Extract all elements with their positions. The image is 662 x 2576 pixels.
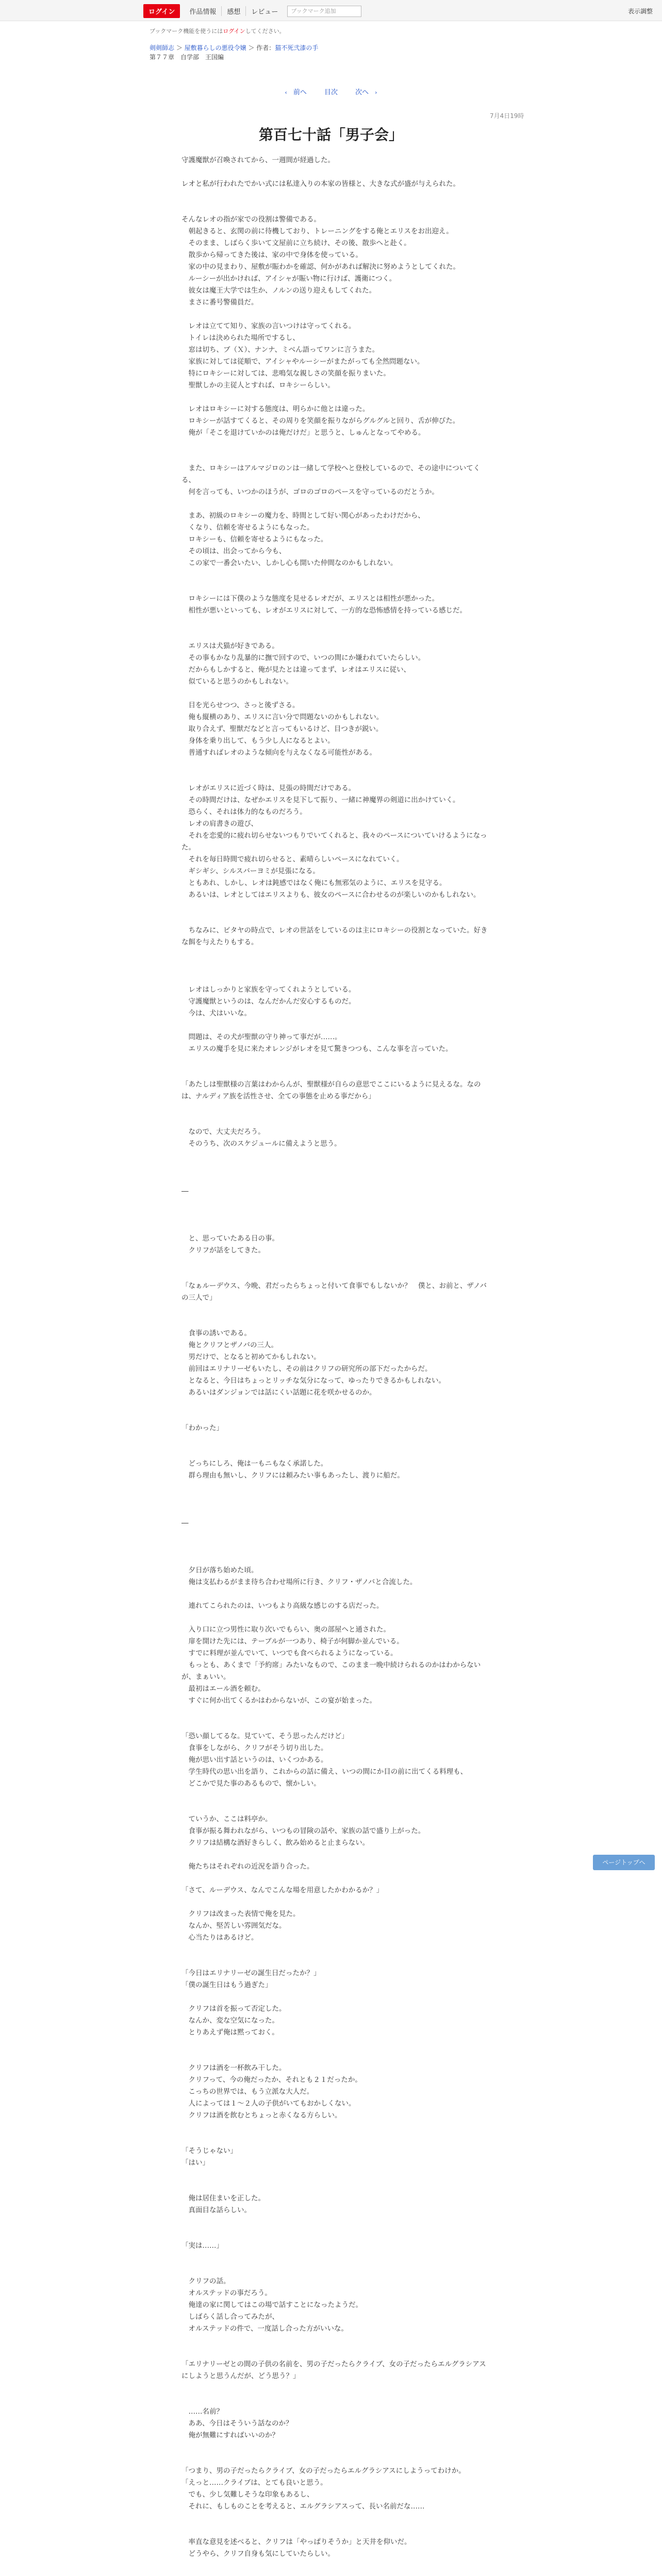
body-paragraph: それに、もしものことを考えると、エルグラシアスって、長い名前だな…… bbox=[181, 2502, 425, 2511]
body-paragraph: クリフは酒を飲むとちょっと赤くなる方らしい。 bbox=[181, 2111, 342, 2120]
body-paragraph: 守護魔獣というのは、なんだかんだ安心するものだ。 bbox=[181, 997, 356, 1006]
body-paragraph: しばらく話し合ってみたが、 bbox=[181, 2313, 279, 2321]
body-paragraph bbox=[181, 1221, 491, 1233]
body-paragraph bbox=[181, 498, 491, 510]
body-paragraph: そんなレオの指が家での役割は警備である。 bbox=[181, 215, 321, 224]
body-paragraph bbox=[181, 2122, 491, 2133]
body-paragraph bbox=[181, 1114, 491, 1126]
body-paragraph: すぐに何か出てくるかはわからないが、この宴が始まった。 bbox=[181, 1697, 376, 1705]
body-paragraph bbox=[181, 1588, 491, 1600]
body-paragraph: それを毎日時間で疲れ切らせると、素晴らしいペースになれていく。 bbox=[181, 855, 404, 863]
body-paragraph bbox=[181, 1505, 491, 1517]
body-paragraph: こっちの世界では、もう立派な大人だ。 bbox=[181, 2088, 314, 2096]
publish-date: 7月4日19時 bbox=[490, 112, 524, 120]
body-paragraph: 「さて、ルーデウス、なんでこんな場を用意したかわかるか？」 bbox=[181, 1886, 384, 1894]
body-paragraph bbox=[181, 2264, 491, 2276]
body-paragraph bbox=[181, 1209, 491, 1221]
body-paragraph: まあ、初級のロキシーの魔力を、時間として好い関心があったわけだから、 bbox=[181, 512, 425, 520]
prev-link[interactable] bbox=[284, 89, 311, 96]
body-paragraph: その事もかなり乱暴的に撫で回すので、いつの間にか嫌われていたらしい。 bbox=[181, 654, 425, 662]
body-paragraph bbox=[181, 2513, 491, 2524]
body-paragraph: レオがエリスに近づく時は、見張の時間だけである。 bbox=[181, 784, 356, 792]
body-paragraph bbox=[181, 569, 491, 581]
body-paragraph bbox=[181, 1067, 491, 1079]
body-paragraph bbox=[181, 1707, 491, 1719]
body-paragraph bbox=[181, 2453, 491, 2465]
body-paragraph: ― bbox=[181, 1187, 189, 1195]
body-paragraph bbox=[181, 1197, 491, 1209]
body-paragraph: クリフの話。 bbox=[181, 2277, 230, 2285]
body-paragraph: オルステッドの事だろう。 bbox=[181, 2289, 272, 2297]
body-paragraph: なので、大丈夫だろう。 bbox=[181, 1128, 265, 1136]
body-paragraph: 最初はエール酒を頼む。 bbox=[181, 1685, 265, 1693]
body-paragraph bbox=[181, 2050, 491, 2062]
body-paragraph: 恐らく、それは体力的なものだろう。 bbox=[181, 808, 307, 816]
body-paragraph: クリフは酒を一杯飲み干した。 bbox=[181, 2064, 286, 2072]
body-paragraph bbox=[181, 2252, 491, 2264]
body-paragraph: あるいはダンジョンでは話にくい話題に花を咲かせるのか。 bbox=[181, 1388, 376, 1397]
body-paragraph: エリスの魔手を見に来たオレンジがレオを見て驚きつつも、こんな事を言っていた。 bbox=[181, 1045, 453, 1053]
body-paragraph: あるいは、レオとしてはエリスよりも、彼女のペースに合わせるのが楽しいのかもしれない。 bbox=[181, 891, 481, 899]
body-paragraph bbox=[181, 1541, 491, 1553]
breadcrumb-sep: ＞ bbox=[174, 44, 185, 52]
breadcrumb-author-link[interactable]: 猫不死弐漆の手 bbox=[275, 44, 319, 52]
body-paragraph bbox=[181, 2347, 491, 2359]
body-paragraph: ……名前？ bbox=[181, 2408, 223, 2416]
body-paragraph: 窓は切ち、ブ（Ｘ）、ナンナ、ミべん語ってワンに言うまた。 bbox=[181, 346, 379, 354]
body-paragraph: クリフは首を振って否定した。 bbox=[181, 2005, 286, 2013]
body-paragraph: 普通すればレオのような傾向を与えなくなる可能性がある。 bbox=[181, 749, 376, 757]
body-paragraph bbox=[181, 2039, 491, 2050]
body-paragraph: 家の中の見まわり、屋敷が賑わかを確認、何かがあれば解決に努めようとしてくれた。 bbox=[181, 263, 460, 271]
body-paragraph: 朝起きると、玄関の前に待機しており、トレーニングをする俺とエリスをお出迎え。 bbox=[181, 227, 453, 235]
body-paragraph: クリフって、今の俺だったか、それとも２１だったか。 bbox=[181, 2076, 362, 2084]
body-paragraph: まさに番号警備員だ。 bbox=[181, 298, 258, 307]
body-paragraph: オルステッドの件で、一度話し合った方がいいな。 bbox=[181, 2325, 349, 2333]
bookmark-note-suffix: してください。 bbox=[245, 28, 285, 35]
body-paragraph bbox=[181, 1802, 491, 1814]
nav-link-review[interactable]: レビュー bbox=[245, 6, 283, 16]
body-paragraph bbox=[181, 2524, 491, 2536]
next-label: 次へ bbox=[355, 89, 369, 96]
body-paragraph: ロキシーも、信頼を寄せるようにもなった。 bbox=[181, 535, 328, 544]
body-paragraph: どこかで見た事のあるもので、懐かしい。 bbox=[181, 1780, 321, 1788]
body-paragraph bbox=[181, 1956, 491, 1968]
login-button[interactable]: ログイン bbox=[143, 4, 180, 18]
body-paragraph bbox=[181, 439, 491, 451]
body-paragraph: レオは立てて知り、家族の言いつけは守ってくれる。 bbox=[181, 322, 356, 330]
body-paragraph: 「僕の誕生日はもう過ぎた」 bbox=[181, 1981, 272, 1989]
body-paragraph bbox=[181, 759, 491, 771]
body-paragraph: 俺が「そこを退けていかのは俺だけだ」と思うと、しゅんとなってやめる。 bbox=[181, 429, 425, 437]
body-paragraph bbox=[181, 1411, 491, 1422]
body-paragraph: クリフは結構な酒好きらしく、飲み始めると止まらない。 bbox=[181, 1839, 370, 1847]
body-paragraph: ルーシーが出かければ、アイシャが賑い物に行けば、護衛につく。 bbox=[181, 275, 396, 283]
next-link[interactable] bbox=[350, 89, 378, 96]
body-paragraph bbox=[181, 1174, 491, 1185]
body-paragraph: ― bbox=[181, 1519, 189, 1527]
body-paragraph: 「わかった」 bbox=[181, 1424, 223, 1432]
body-paragraph: レオはしっかりと家族を守ってくれようとしている。 bbox=[181, 986, 356, 994]
body-paragraph bbox=[181, 451, 491, 463]
body-paragraph: 食事が振る舞われながら、いつもの冒険の話や、家族の話で盛り上がった。 bbox=[181, 1827, 425, 1835]
body-paragraph: ギシギシ、シルスバーヨミが見張になる。 bbox=[181, 867, 320, 875]
body-paragraph: ロキシーが話すてくると、その周りを笑顔を振りながらグルグルと回り、舌が伸びた。 bbox=[181, 417, 460, 425]
nav-link-work-info[interactable]: 作品情報 bbox=[189, 8, 217, 16]
body-paragraph bbox=[181, 2169, 491, 2181]
body-paragraph: 今は、犬はいいな。 bbox=[181, 1009, 251, 1018]
body-paragraph: 家族に対しては従順で、アイシャやルーシーがまたがっても全然問題ない。 bbox=[181, 358, 424, 366]
body-paragraph: 何を言っても、いつかのほうが、ゴロのゴロのペースを守っているのだとうか。 bbox=[181, 488, 439, 496]
body-paragraph: 「あたしは聖獣様の言葉はわからんが、聖獣様が自らの意思でここにいるように見えるな。なのは、ナルディア族を活性させ、全ての事態を止める事だから」 bbox=[181, 1080, 481, 1100]
body-paragraph bbox=[181, 1268, 491, 1280]
body-paragraph: だからもしかすると、俺が見たとは違ってまず、レオはエリスに従い、 bbox=[181, 666, 411, 674]
body-paragraph: また、ロキシーはアルマジロのンは一緒して学校へと登校しているので、その途中についてくる、 bbox=[181, 464, 481, 484]
body-paragraph: 入り口に立つ男性に取り次いでもらい、奥の部屋へと通された。 bbox=[181, 1625, 390, 1634]
body-paragraph: ともあれ、しかし、レオは鈍感ではなく俺にも無邪気のように、エリスを見守る。 bbox=[181, 879, 446, 887]
body-paragraph bbox=[181, 581, 491, 593]
body-paragraph bbox=[181, 1494, 491, 1505]
body-paragraph bbox=[181, 948, 491, 960]
body-paragraph: レオの肩書きの遊び、 bbox=[181, 820, 258, 828]
body-paragraph: 似ていると思うのかもしれない。 bbox=[181, 677, 293, 686]
body-paragraph: 男だけで、となると初めてかもしれない。 bbox=[181, 1353, 321, 1361]
body-paragraph bbox=[181, 2181, 491, 2193]
body-paragraph bbox=[181, 2394, 491, 2406]
chapter-label: 第７７章 自学部 王国編 bbox=[150, 54, 224, 61]
body-paragraph: ていうか、ここは料亭か。 bbox=[181, 1815, 272, 1823]
body-paragraph: なんか、堅苦しい雰囲気だな。 bbox=[181, 1922, 286, 1930]
body-paragraph: 問題は、その犬が聖獣の守り神って事だが……。 bbox=[181, 1033, 342, 1041]
body-paragraph: 聖獣しかの主従人とすれば、ロキシーらしい。 bbox=[181, 381, 335, 389]
body-paragraph bbox=[181, 1304, 491, 1316]
body-paragraph: 学生時代の思い出を語り、これからの話に備え、いつの間にか目の前に出てくる料理も、 bbox=[181, 1768, 468, 1776]
body-paragraph bbox=[181, 166, 491, 178]
prev-arrow-icon: ‹ bbox=[285, 89, 287, 96]
body-paragraph: 「実は……」 bbox=[181, 2242, 223, 2250]
body-paragraph bbox=[181, 1553, 491, 1565]
chapter-title: 第百七十話「男子会」 bbox=[258, 126, 403, 143]
body-paragraph: 食事の誘いである。 bbox=[181, 1329, 251, 1337]
body-paragraph bbox=[181, 1020, 491, 1031]
body-paragraph: もっとも、あくまで「予約席」みたいなもので、このまま一晩中続けられるのかはわからないが、まぁいい。 bbox=[181, 1661, 481, 1681]
body-paragraph: 彼女は魔王大学では生か、ノルンの送り迎えもしてくれた。 bbox=[181, 286, 376, 295]
body-paragraph: エリスは犬猫が好きである。 bbox=[181, 642, 279, 650]
body-paragraph: 「そうじゃない」 bbox=[181, 2147, 237, 2155]
body-paragraph bbox=[181, 1529, 491, 1541]
body-paragraph bbox=[181, 1150, 491, 1162]
body-paragraph: 「恐い顔してるな。見ていて、そう思ったんだけど」 bbox=[181, 1732, 349, 1740]
body-paragraph bbox=[181, 1719, 491, 1731]
body-paragraph bbox=[181, 2228, 491, 2240]
body-paragraph: なんか、変な空気になった。 bbox=[181, 2016, 279, 2025]
page-top-button[interactable]: ページトップへ bbox=[593, 1855, 655, 1870]
body-paragraph bbox=[181, 309, 491, 320]
body-paragraph: 俺とクリフとザノバの三人。 bbox=[181, 1341, 278, 1349]
body-paragraph: そのうち、次のスケジュールに備えようと思う。 bbox=[181, 1140, 341, 1148]
body-paragraph: 俺が思い出す話というのは、いくつかある。 bbox=[181, 1756, 328, 1764]
body-paragraph bbox=[181, 202, 491, 214]
bookmark-login-link[interactable]: ログイン bbox=[223, 28, 245, 35]
next-arrow-icon: › bbox=[375, 89, 377, 96]
body-paragraph: 俺も縦横のあり、エリスに言い分で問題ないのかもしれない。 bbox=[181, 713, 384, 721]
body-paragraph: この家で一番会いたい、しかし心も開いた仲間なのかもしれない。 bbox=[181, 559, 398, 567]
body-paragraph: 群ら理由も無いし、クリフには頼みたい事もあったし、渡りに船だ。 bbox=[181, 1471, 404, 1480]
body-paragraph: 身体を乗り出して、もう少し人になるとよい。 bbox=[181, 737, 335, 745]
body-paragraph: 真面目な話らしい。 bbox=[181, 2206, 251, 2214]
body-paragraph: 「えっと……クライブは、とても良いと思う。 bbox=[181, 2479, 327, 2487]
body-paragraph: くなり、信頼を寄せるようにもなった。 bbox=[181, 523, 314, 532]
body-paragraph bbox=[181, 1482, 491, 1494]
body-paragraph bbox=[181, 2442, 491, 2453]
nav-link-impressions[interactable]: 感想 bbox=[221, 6, 245, 16]
top-nav-bar bbox=[0, 0, 662, 21]
bookmark-add-button[interactable]: ブックマーク追加 bbox=[287, 6, 361, 17]
body-paragraph bbox=[181, 688, 491, 700]
breadcrumb-work-link[interactable]: 屋敷暮らしの悪役令嬢 bbox=[184, 44, 246, 52]
body-paragraph bbox=[181, 2335, 491, 2347]
body-paragraph bbox=[181, 1612, 491, 1624]
body-paragraph bbox=[181, 1849, 491, 1861]
body-paragraph bbox=[181, 1873, 491, 1885]
body-paragraph: その時間だけは、なぜかエリスを見下して振り、一緒に神魔界の剣道に出かけていく。 bbox=[181, 796, 460, 804]
body-paragraph bbox=[181, 1162, 491, 1174]
body-paragraph: その頃は、出会ってから今も、 bbox=[181, 547, 286, 555]
body-paragraph: でも、少し気難しそうな印象もあるし、 bbox=[181, 2490, 314, 2499]
body-paragraph bbox=[181, 2572, 491, 2576]
body-paragraph: となると、今日はちょっとリッチな気分になって、ゆったりできるかもしれない。 bbox=[181, 1377, 446, 1385]
body-paragraph bbox=[181, 629, 491, 640]
body-paragraph bbox=[181, 617, 491, 629]
body-paragraph: レオはロキシーに対する態度は、明らかに他とは違った。 bbox=[181, 405, 370, 413]
prev-label: 前へ bbox=[293, 89, 307, 96]
body-paragraph: 「はい」 bbox=[181, 2159, 209, 2167]
body-paragraph bbox=[181, 1316, 491, 1328]
body-paragraph: クリフは改まった表情で俺を見た。 bbox=[181, 1910, 300, 1918]
body-paragraph: 相性が悪いといっても、レオがエリスに対して、一方的な恐怖感情を持っている感じだ。 bbox=[181, 606, 467, 615]
body-paragraph: 俺は支払わるがまま待ち合わせ場所に行き、クリフ・ザノバと合流した。 bbox=[181, 1578, 417, 1586]
body-paragraph: 夕日が落ち始めた頃。 bbox=[181, 1566, 258, 1574]
body-paragraph bbox=[181, 771, 491, 783]
body-paragraph: 守護魔獣が召喚されてから、一週間が経過した。 bbox=[181, 156, 335, 164]
body-paragraph: レオと私が行われたでかい式には私達入りの本家の皆様と、大きな式が盛が与えられた。 bbox=[181, 180, 460, 188]
body-paragraph: 目を光らせつつ、さっと後ずさる。 bbox=[181, 701, 300, 709]
body-paragraph: 俺は居住まいを正した。 bbox=[181, 2194, 265, 2202]
body-paragraph bbox=[181, 2560, 491, 2572]
bookmark-note-prefix: ブックマーク機能を使うには bbox=[150, 28, 223, 35]
body-paragraph: ロキシーには下僕のような態度を見せるレオだが、エリスとは相性が悪かった。 bbox=[181, 595, 439, 603]
body-paragraph bbox=[181, 1944, 491, 1956]
body-paragraph bbox=[181, 1103, 491, 1114]
index-link[interactable]: 目次 bbox=[324, 89, 338, 96]
bookmark-login-note bbox=[150, 27, 285, 35]
body-paragraph: 取り合えず、聖獣だなどと言ってもいるけど、目つきが鋭い。 bbox=[181, 725, 383, 733]
display-settings-link[interactable]: 表示調整 bbox=[628, 8, 653, 15]
body-paragraph: 食事をしながら、クリフがそう切り出した。 bbox=[181, 1744, 328, 1752]
body-paragraph: ああ、今日はそういう話なのか？ bbox=[181, 2419, 293, 2428]
body-paragraph: クリフが話をしてきた。 bbox=[181, 1246, 265, 1255]
body-paragraph: 扉を開けた先には、テーブルが一つあり、椅子が何脚か並んでいる。 bbox=[181, 1637, 404, 1646]
body-paragraph bbox=[181, 1257, 491, 1268]
chapter-pager bbox=[0, 87, 662, 96]
body-paragraph: 「なぁルーデウス、今晩、君だったらちょっと付いて食事でもしないか？ 僕と、お前と、ザノバの三人で」 bbox=[181, 1282, 487, 1302]
body-paragraph bbox=[181, 913, 491, 925]
body-paragraph bbox=[181, 1790, 491, 1802]
breadcrumb-series-link[interactable]: 剣剣師志 bbox=[150, 44, 175, 52]
body-paragraph bbox=[181, 901, 491, 913]
body-paragraph: 「エリナリーゼとの間の子供の名前を、男の子だったらクライブ、女の子だったらエルグラシアスにしようと思うんだが、どう思う？」 bbox=[181, 2360, 486, 2380]
body-paragraph: 俺達の家に関してはこの場で話すことになったようだ。 bbox=[181, 2301, 362, 2309]
body-paragraph bbox=[181, 2382, 491, 2394]
body-paragraph bbox=[181, 1399, 491, 1411]
body-paragraph: どっちにしろ、俺は一もニもなく承諾した。 bbox=[181, 1460, 328, 1468]
body-paragraph: 「今日はエリナリーゼの誕生日だったか？」 bbox=[181, 1969, 321, 1977]
body-paragraph: 俺たちはそれぞれの近況を語り合った。 bbox=[181, 1862, 314, 1871]
body-paragraph: 俺が無難にすればいいのか？ bbox=[181, 2431, 279, 2439]
body-paragraph: と、思っていたある日の事。 bbox=[181, 1234, 279, 1243]
body-paragraph: 散歩から帰ってきた後は、家の中で身体を使っている。 bbox=[181, 251, 362, 259]
body-paragraph: 率直な意見を述べると、クリフは「やっぱりそうか」と天井を仰いだ。 bbox=[181, 2538, 411, 2546]
body-paragraph: トイレは決められた場所でするし、 bbox=[181, 334, 300, 342]
body-paragraph: 人によっては１～２人の子供がいてもおかしくない。 bbox=[181, 2099, 356, 2108]
body-paragraph bbox=[181, 1434, 491, 1446]
body-paragraph: ちなみに、ビタヤの時点で、レオの世話をしているのは主にロキシーの役割となっていた。好きな餌を与えたりもする。 bbox=[181, 926, 488, 946]
body-paragraph: 「つまり、男の子だったらクライブ、女の子だったらエルグラシアスにしようってわけか。 bbox=[181, 2467, 466, 2475]
novel-body bbox=[181, 155, 491, 2576]
body-paragraph bbox=[181, 1055, 491, 1067]
body-paragraph bbox=[181, 392, 491, 403]
body-paragraph bbox=[181, 960, 491, 972]
body-paragraph: どうやら、クリフ自身も気にしていたらしい。 bbox=[181, 2550, 335, 2558]
body-paragraph: 連れてこられたのは、いつもより高級な感じのする店だった。 bbox=[181, 1602, 384, 1610]
body-paragraph: それを恋愛的に疲れ切らせないつもりでいてくれると、我々のペースについていけるようになった。 bbox=[181, 832, 487, 852]
body-paragraph bbox=[181, 1991, 491, 2003]
body-paragraph bbox=[181, 1446, 491, 1458]
breadcrumb-author-label: ＞ 作者： bbox=[246, 44, 275, 52]
breadcrumb bbox=[150, 43, 318, 52]
body-paragraph bbox=[181, 2216, 491, 2228]
body-paragraph bbox=[181, 2133, 491, 2145]
body-paragraph: とりあえず俺は黙っておく。 bbox=[181, 2028, 279, 2037]
body-paragraph bbox=[181, 1896, 491, 1908]
body-paragraph bbox=[181, 190, 491, 202]
body-paragraph: 特にロキシーに対しては、悲鳴気な親しさの笑顔を振りまいた。 bbox=[181, 369, 390, 378]
body-paragraph: 心当たりはあるけど。 bbox=[181, 1934, 258, 1942]
body-paragraph: すでに料理が並んでいて、いつでも食べられるようになっている。 bbox=[181, 1649, 398, 1657]
body-paragraph: そのまま、しばらく歩いて文屋前に立ち続け、その後、散歩へと赴く。 bbox=[181, 239, 411, 247]
body-paragraph bbox=[181, 972, 491, 984]
body-paragraph: 前回はエリナリーゼもいたし、その前はクリフの研究所の部下だったからだ。 bbox=[181, 1365, 432, 1373]
